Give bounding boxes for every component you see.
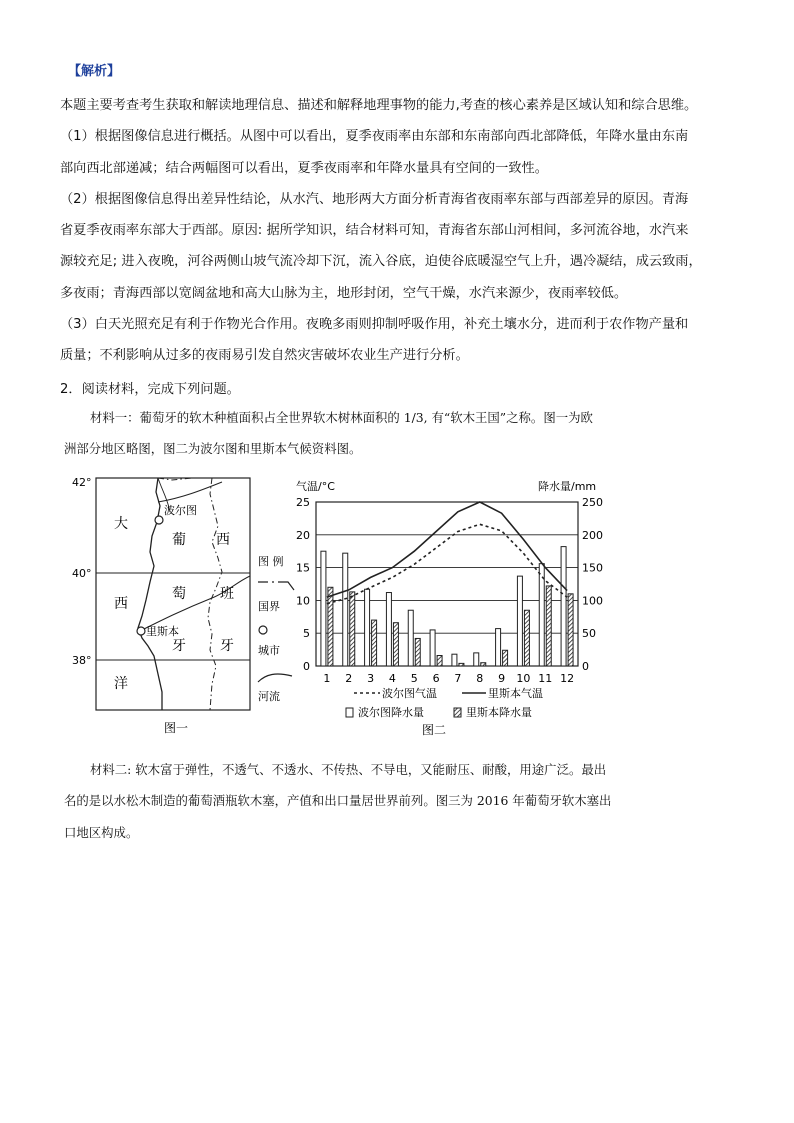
bar-porto-precip: [452, 654, 457, 666]
bar-lisbon-precip: [437, 656, 442, 666]
legend-lisbon-temp: 里斯本气温: [488, 687, 543, 700]
y-right-tick-label: 0: [582, 660, 589, 673]
x-tick-label: 12: [560, 672, 575, 685]
line-porto-temp: [327, 524, 567, 603]
legend-lisbon-precip: 里斯本降水量: [466, 706, 532, 719]
analysis-line: 部向西北部递减；结合两幅图可以看出，夏季夜雨率和年降水量具有空间的一致性。: [60, 160, 548, 176]
x-tick-label: 1: [323, 672, 331, 685]
figure-2-caption: 图二: [422, 723, 447, 737]
analysis-line: （2）根据图像信息得出差异性结论，从水汽、地形两大方面分析青海省夜雨率东部与西部差异的原因。青海: [60, 191, 689, 207]
x-tick-label: 7: [454, 672, 462, 685]
bar-porto-precip: [408, 610, 413, 666]
bar-porto-precip: [474, 653, 479, 666]
legend-river-symbol: [258, 674, 292, 682]
y-right-tick-label: 100: [582, 594, 603, 608]
bar-lisbon-precip: [546, 586, 551, 666]
river: [142, 576, 250, 630]
analysis-line: 多夜雨；青海西部以宽阔盆地和高大山脉为主，地形封闭，空气干燥，水汽来源少，夜雨率较低。: [60, 285, 628, 301]
lat-label-38: 38°: [72, 654, 92, 667]
line-lisbon-temp: [327, 502, 567, 597]
x-tick-label: 2: [345, 672, 353, 685]
figure-1-map: [62, 470, 302, 740]
question-stem: 2．阅读材料，完成下列问题。: [60, 382, 240, 397]
material-2: [64, 754, 750, 848]
bar-lisbon-precip: [481, 663, 486, 666]
y-right-tick-label: 250: [582, 496, 603, 509]
material-2-line: 材料二: 软木富于弹性，不透气、不透水、不传热、不导电，又能耐压、耐酸，用途广泛。最出: [90, 762, 607, 777]
x-tick-label: 9: [498, 672, 506, 685]
analysis-title: 【解析】: [68, 64, 121, 79]
material-1: [64, 402, 750, 465]
y-left-label: 气温/°C: [296, 480, 335, 493]
bar-lisbon-precip: [524, 610, 529, 666]
analysis-line: 源较充足; 进入夜晚，河谷两侧山坡气流冷却下沉，流入谷底，迫使谷底暖湿空气上升，遇冷凝结，成云致雨，: [60, 254, 702, 270]
lat-label-42: 42°: [72, 476, 92, 489]
bar-lisbon-precip: [459, 663, 464, 666]
plot-frame: [316, 502, 578, 666]
analysis-line: 本题主要考查考生获取和解读地理信息、描述和解释地理事物的能力,考查的核心素养是区域认知和综合思维。: [60, 98, 698, 113]
city-lisbon-marker: [137, 627, 145, 635]
map-svg: [62, 470, 302, 740]
material-2-line: 口地区构成。: [64, 824, 139, 840]
material-2-line: 名的是以水松木制造的葡萄酒瓶软木塞，产值和出口量居世界前列。图三为 2016 年葡萄牙软木塞出: [64, 793, 612, 809]
bar-lisbon-precip: [328, 587, 333, 666]
analysis-line: 省夏季夜雨率东部大于西部。原因: 据所学知识，结合材料可知，青海省东部山河相间，多河流谷地，水汽来: [60, 223, 689, 239]
x-tick-label: 11: [538, 672, 553, 685]
x-tick-label: 8: [476, 672, 484, 685]
y-left-tick-label: 10: [296, 594, 310, 608]
bar-porto-precip: [365, 589, 370, 666]
spain-char: 班: [220, 586, 234, 602]
y-right-tick-label: 50: [582, 627, 596, 641]
legend-city-label: 城市: [258, 644, 280, 657]
y-left-tick-label: 20: [296, 528, 310, 542]
city-porto-marker: [155, 516, 163, 524]
x-tick-label: 10: [516, 672, 531, 685]
bar-lisbon-precip: [393, 623, 398, 666]
analysis-line: （1）根据图像信息进行概括。从图中可以看出，夏季夜雨率由东部和东南部向西北部降低，年降水量由东南: [60, 129, 689, 145]
x-tick-label: 5: [410, 672, 418, 685]
coastline: [138, 478, 162, 710]
analysis-line: 质量；不利影响从过多的夜雨易引发自然灾害破坏农业生产进行分析。: [60, 348, 469, 364]
y-left-tick-label: 15: [296, 561, 310, 575]
figure-2-chart: [290, 472, 610, 742]
legend-river-label: 河流: [258, 690, 280, 703]
bar-porto-precip: [430, 630, 435, 666]
spain-char: 牙: [220, 638, 234, 654]
x-tick-label: 3: [367, 672, 375, 685]
x-tick-label: 4: [388, 672, 396, 685]
bar-lisbon-precip: [372, 620, 377, 666]
ocean-char: 洋: [114, 676, 128, 692]
country-char: 葡: [172, 532, 186, 548]
y-left-tick-label: 5: [303, 627, 310, 641]
analysis-line: （3）白天光照充足有利于作物光合作用。夜晚多雨则抑制呼吸作用，补充土壤水分，进而利于农作物产量和: [60, 317, 689, 333]
climate-chart: [290, 472, 610, 742]
bar-porto-precip: [496, 629, 501, 666]
bar-porto-precip: [561, 547, 566, 666]
y-left-tick-label: 25: [296, 496, 310, 509]
analysis-body: [60, 90, 740, 372]
spain-char: 西: [216, 532, 230, 548]
material-1-line: 洲部分地区略图，图二为波尔图和里斯本气候资料图。: [64, 441, 362, 457]
y-left-tick-label: 0: [303, 660, 310, 673]
y-right-tick-label: 200: [582, 528, 603, 542]
country-char: 萄: [172, 586, 186, 602]
bar-porto-precip: [386, 593, 391, 666]
river: [158, 482, 222, 502]
legend-porto-precip: 波尔图降水量: [358, 706, 424, 719]
city-lisbon-label: 里斯本: [146, 625, 179, 638]
bar-lisbon-precip: [350, 592, 355, 666]
bar-porto-precip: [343, 553, 348, 666]
y-right-label: 降水量/mm: [538, 480, 597, 493]
country-char: 牙: [172, 638, 186, 654]
legend-border-symbol: [258, 582, 294, 590]
legend-porto-precip-symbol: [346, 708, 353, 717]
figure-1-caption: 图一: [164, 721, 189, 735]
legend-city-symbol: [259, 626, 267, 634]
legend-border-label: 国界: [258, 600, 280, 613]
bar-porto-precip: [321, 551, 326, 666]
city-porto-label: 波尔图: [164, 504, 197, 517]
lat-label-40: 40°: [72, 567, 92, 580]
bar-porto-precip: [517, 576, 522, 666]
bar-lisbon-precip: [415, 638, 420, 666]
y-right-tick-label: 150: [582, 561, 603, 575]
ocean-char: 西: [114, 596, 128, 612]
bar-lisbon-precip: [568, 594, 573, 666]
x-tick-label: 6: [432, 672, 440, 685]
ocean-char: 大: [114, 516, 128, 532]
legend-lisbon-precip-symbol: [454, 708, 461, 717]
legend-porto-temp: 波尔图气温: [382, 687, 437, 700]
material-1-line: 材料一：葡萄牙的软木种植面积占全世界软木树林面积的 1/3, 有“软木王国”之称。图一为欧: [90, 410, 593, 425]
bar-lisbon-precip: [503, 650, 508, 666]
legend-title: 图 例: [258, 555, 284, 568]
